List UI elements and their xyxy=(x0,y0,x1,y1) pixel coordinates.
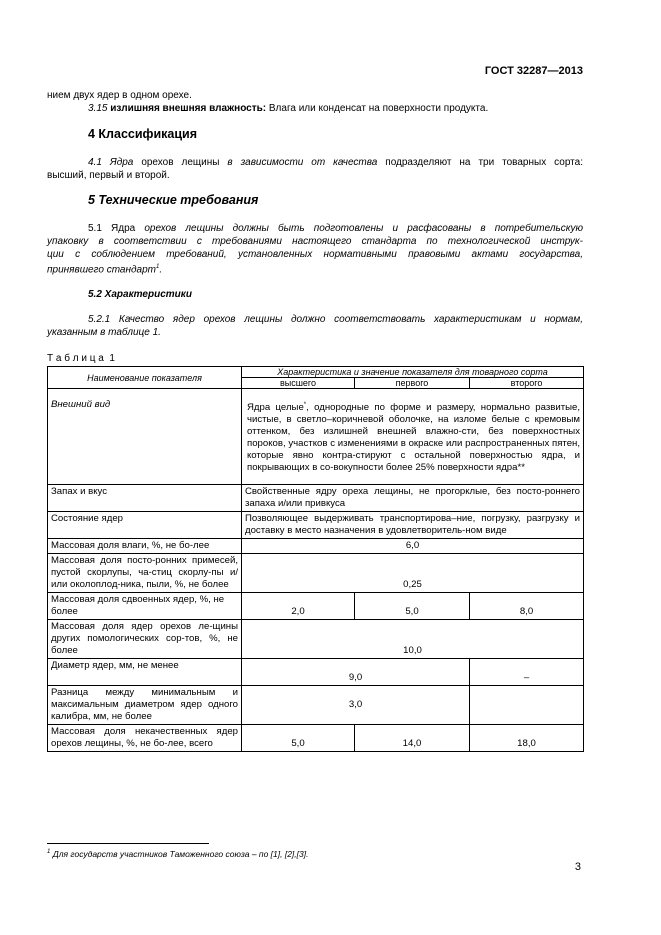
table-row xyxy=(48,554,584,593)
row-value-second: 8,0 xyxy=(470,593,584,620)
row-name: Массовая доля сдвоенных ядер, %, не более xyxy=(48,593,242,620)
header-indicator-name: Наименование показателя xyxy=(48,367,242,389)
row-value-second-empty xyxy=(470,686,584,725)
row-value-second: – xyxy=(470,659,584,686)
table-row xyxy=(48,389,584,485)
definition-term: излишняя внешняя влажность: xyxy=(110,103,267,114)
section-4-title: 4 Классификация xyxy=(88,127,198,141)
section-5-2-1-paragraph: 5.2.1 Качество ядер орехов лещины должно соответствовать характеристикам и нормам, указанным в таблице 1. xyxy=(47,314,583,338)
table-row xyxy=(48,725,584,752)
row-value: 10,0 xyxy=(242,620,584,659)
header-grade-first: первого xyxy=(355,378,470,389)
row-value: 0,25 xyxy=(242,554,584,593)
row-value-second: 18,0 xyxy=(470,725,584,752)
table-row xyxy=(48,485,584,512)
table-1 xyxy=(47,366,584,752)
table-caption: Т а б л и ц а 1 xyxy=(47,353,115,364)
header-grade-highest: высшего xyxy=(242,378,355,389)
row-name: Диаметр ядер, мм, не менее xyxy=(48,659,242,686)
row-value: Ядра целые*, однородные по форме и размеру, нормально развитые, чистые, в светло–коричневой оболочке, на изломе белые с кремовым оттенком, без излишней внешней влажно-сти, без поверхностных пороков, участков с изменениями в окраске или распространенных пятен, которые явно контра-стируют с остальной поверхностью ядра, и покрывающих в со-вокупности более 25% поверхности ядра** xyxy=(242,389,584,485)
row-value: Свойственные ядру ореха лещины, не прогорклые, без посто-роннего запаха и/или привкуса xyxy=(242,485,584,512)
section-5-title: 5 Технические требования xyxy=(88,193,259,207)
row-name: Массовая доля ядер орехов ле-щины других помологических сор-тов, %, не более xyxy=(48,620,242,659)
row-value-highest-first: 9,0 xyxy=(242,659,470,686)
row-value: Позволяющее выдерживать транспортирова–ние, погрузку, разгрузку и доставку в место назначения в удовлетворитель-ном виде xyxy=(242,512,584,539)
definition-3-15 xyxy=(88,102,583,115)
section-5-1-paragraph: 5.1 Ядра орехов лещины должны быть подготовлены и расфасованы в потребительскую упаковку в соответствии с требованиями настоящего стандарта по технологической инструк- ции с соблюдением требований, установленных нормативными правовыми актами государства, принявшего стандарт$^1$. xyxy=(47,223,584,276)
definition-number: 3.15 xyxy=(88,103,108,114)
row-name: Массовая доля посто-ронних примесей, пустой скорлупы, ча-стиц скорлу-пы и/или околоплод-ника, пыли, %, не более xyxy=(48,554,242,593)
table-row xyxy=(48,659,584,686)
page-number: 3 xyxy=(574,861,581,873)
row-name: Запах и вкус xyxy=(48,485,242,512)
row-value-first: 5,0 xyxy=(355,593,470,620)
row-name: Массовая доля влаги, %, не бо-лее xyxy=(48,539,242,554)
row-value-highest: 5,0 xyxy=(242,725,355,752)
intro-line: нием двух ядер в одном орехе. xyxy=(47,90,192,101)
row-name: Состояние ядер xyxy=(48,512,242,539)
header-grade-second: второго xyxy=(470,378,584,389)
footnote-rule xyxy=(47,843,209,844)
header-grade-group: Характеристика и значение показателя для товарного сорта xyxy=(242,367,584,378)
row-name: Внешний вид xyxy=(48,389,242,485)
row-value-first: 14,0 xyxy=(355,725,470,752)
table-row xyxy=(48,593,584,620)
document-number: ГОСТ 32287—2013 xyxy=(484,65,583,77)
table-row xyxy=(48,686,584,725)
footnote: $^1$ Для государств участников Таможенного союза – по [1], [2],[3]. xyxy=(47,849,309,859)
section-4-paragraph: 4.1 Ядра орехов лещины в зависимости от качества подразделяют на три товарных сорта: высший, первый и второй. xyxy=(47,157,583,181)
row-name: Массовая доля некачественных ядер орехов лещины, %, не бо-лее, всего xyxy=(48,725,242,752)
definition-text: Влага или конденсат на поверхности продукта. xyxy=(268,103,489,114)
table-row xyxy=(48,620,584,659)
section-5-2-title: 5.2 Характеристики xyxy=(88,289,192,300)
row-value: 6,0 xyxy=(242,539,584,554)
row-value-highest: 2,0 xyxy=(242,593,355,620)
table-row xyxy=(48,539,584,554)
row-value-highest-first: 3,0 xyxy=(242,686,470,725)
table-row xyxy=(48,512,584,539)
row-name: Разница между минимальным и максимальным диаметром ядер одного калибра, мм, не более xyxy=(48,686,242,725)
